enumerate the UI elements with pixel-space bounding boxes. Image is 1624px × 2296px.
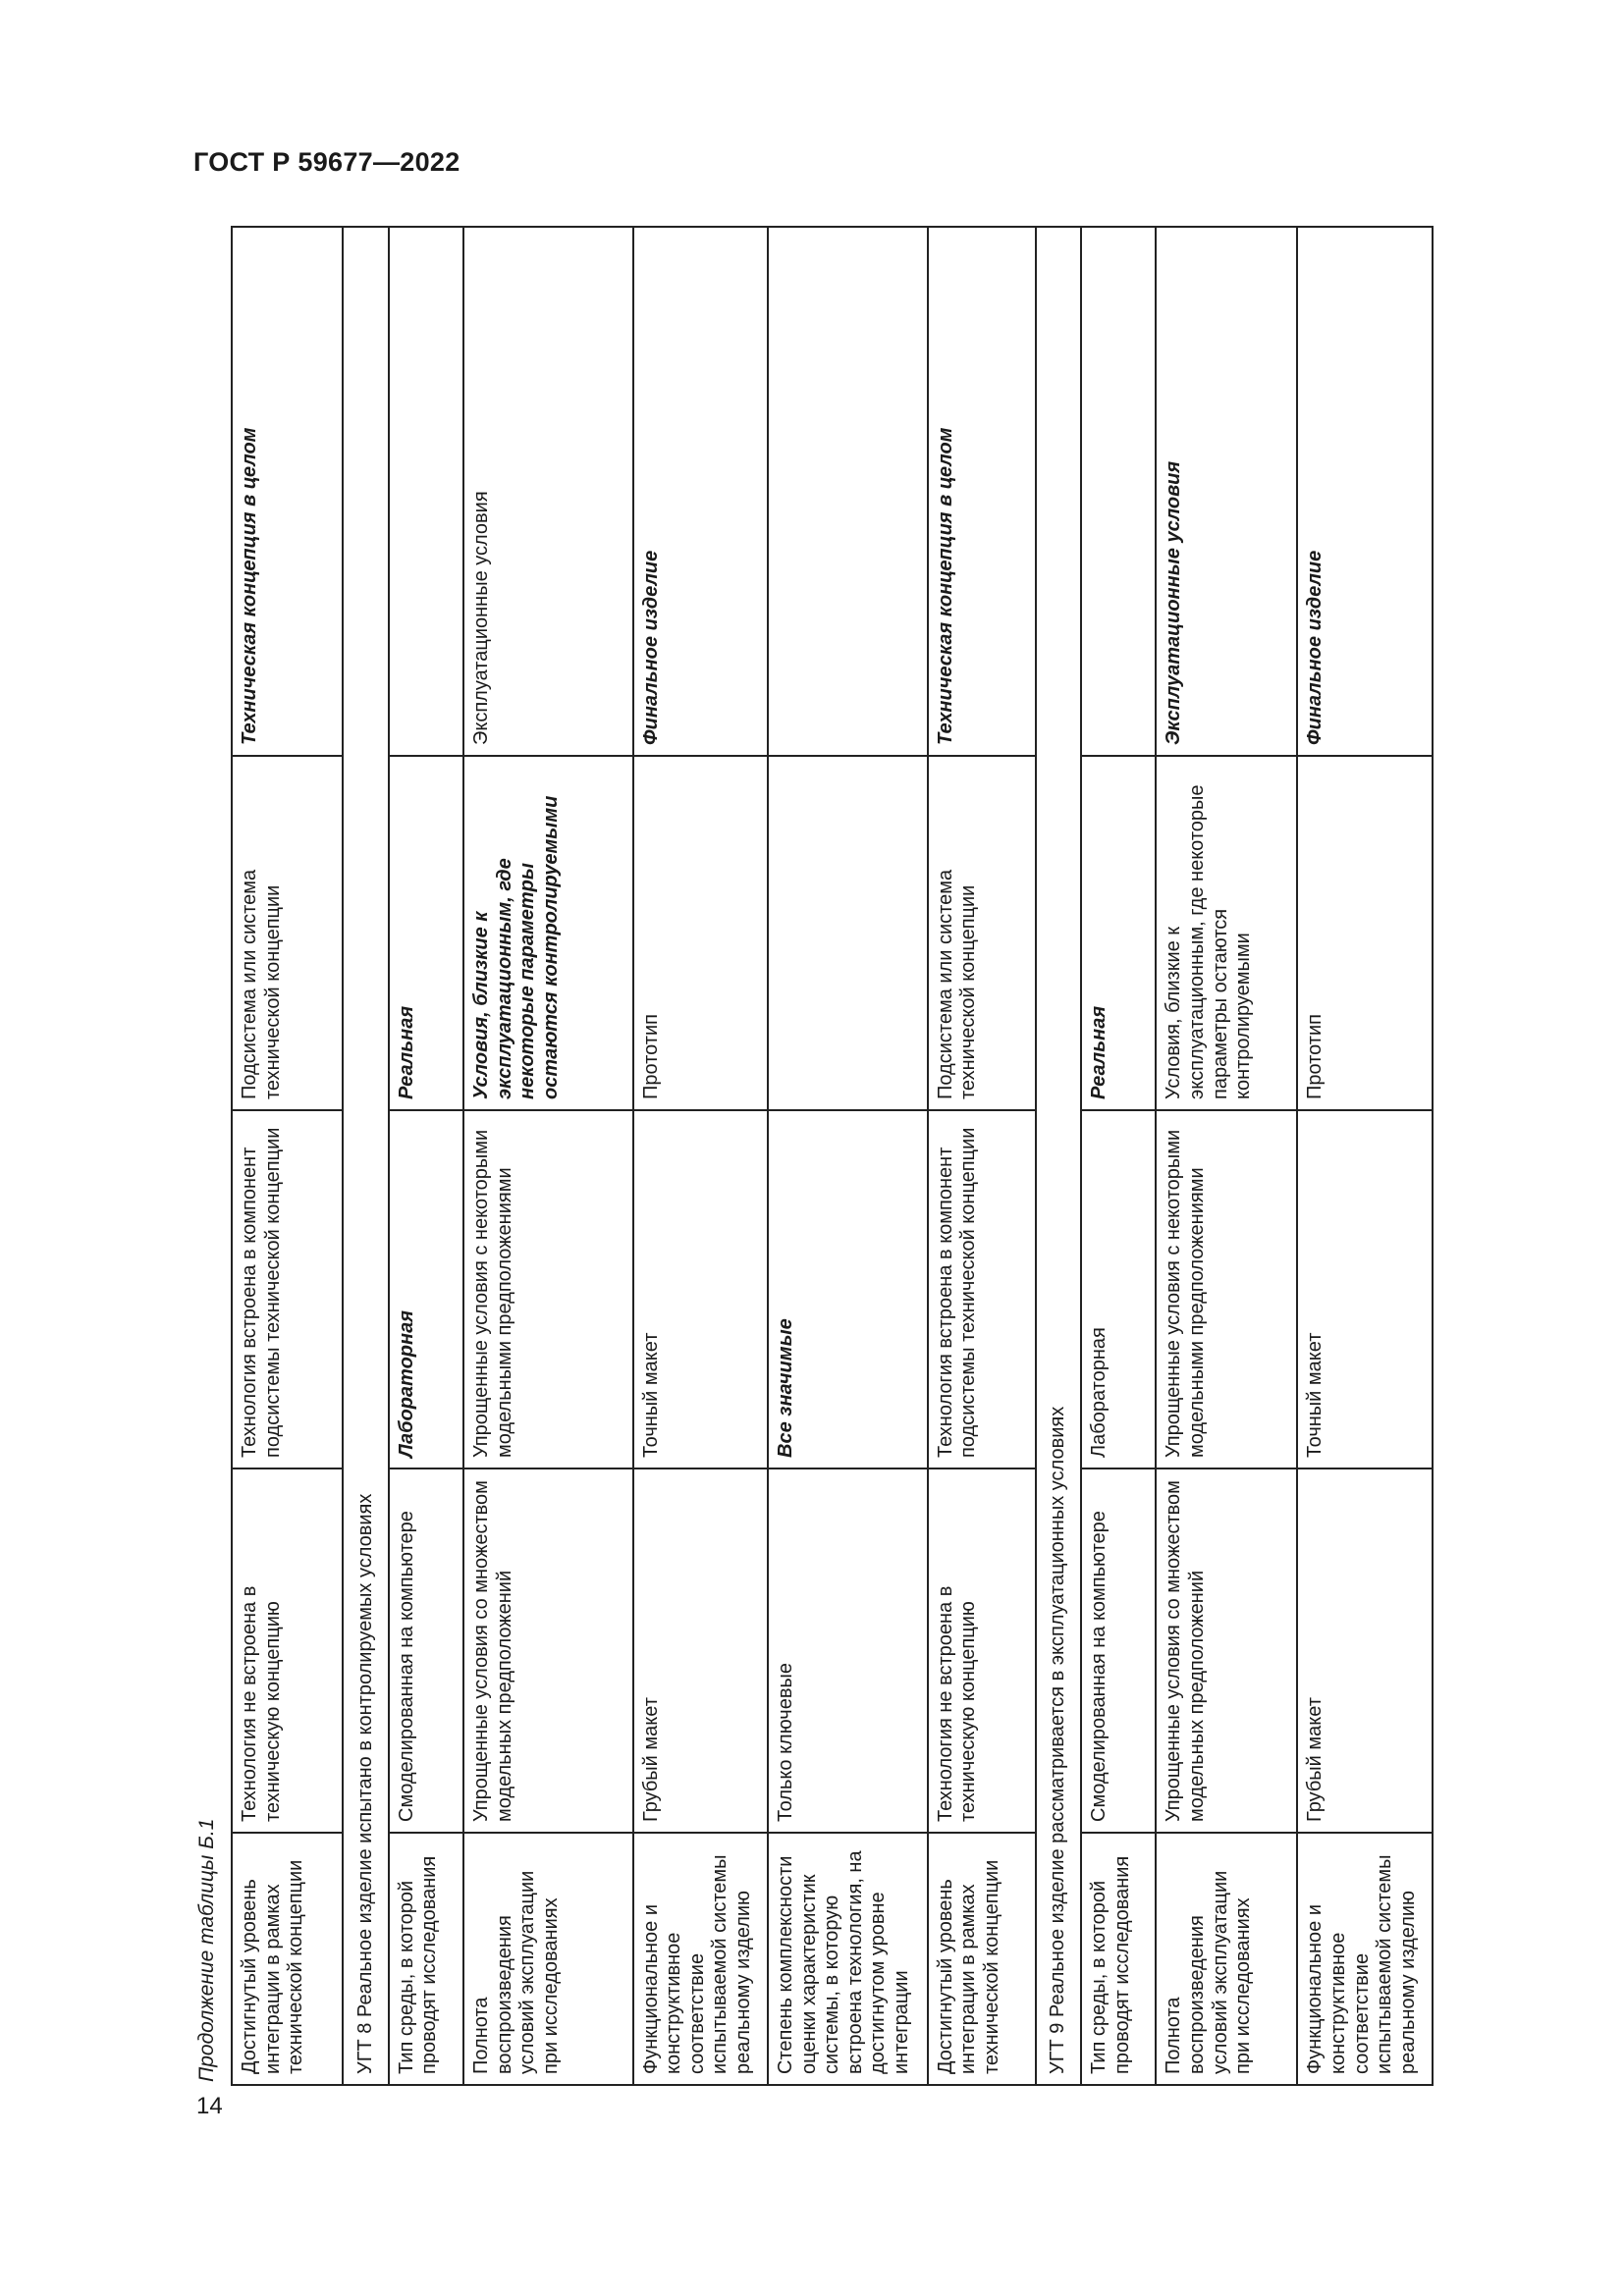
cell-level-1: Технология не встроена в техническую концепцию [928, 1468, 1036, 1833]
cell-criterion: Полнота воспроизведения условий эксплуатации при исследованиях [463, 1833, 633, 2085]
cell-level-4: Техническая концепция в целом [928, 227, 1036, 756]
cell-level-1: Грубый макет [1297, 1468, 1433, 1833]
cell-level-1: Технология не встроена в техническую концепцию [232, 1468, 343, 1833]
cell-level-2: Упрощенные условия с некоторыми модельными предположениями [463, 1110, 633, 1468]
cell-level-1: Смоделированная на компьютере [1081, 1468, 1156, 1833]
cell-level-1: Грубый макет [633, 1468, 769, 1833]
section-row-ugt8 [343, 227, 389, 2085]
cell-level-3: Реальная [1081, 756, 1156, 1110]
table-row [463, 227, 633, 2085]
cell-level-3 [768, 756, 928, 1110]
cell-level-3: Подсистема или система технической концепции [232, 756, 343, 1110]
cell-level-3: Прототип [1297, 756, 1433, 1110]
cell-level-1: Упрощенные условия со множеством модельных предположений [463, 1468, 633, 1833]
table-row [633, 227, 769, 2085]
rotated-table-region [187, 228, 1434, 2086]
cell-level-2: Лабораторная [389, 1110, 463, 1468]
cell-level-2: Лабораторная [1081, 1110, 1156, 1468]
cell-level-4 [768, 227, 928, 756]
cell-level-4: Финальное изделие [633, 227, 769, 756]
cell-level-3: Условия, близкие к эксплуатационным, где некоторые параметры остаются контролируемыми [463, 756, 633, 1110]
cell-level-3: Подсистема или система технической концепции [928, 756, 1036, 1110]
cell-level-2: Упрощенные условия с некоторыми модельными предположениями [1156, 1110, 1297, 1468]
cell-criterion: Тип среды, в которой проводят исследования [389, 1833, 463, 2085]
cell-level-4 [389, 227, 463, 756]
cell-level-2: Точный макет [1297, 1110, 1433, 1468]
table-row [928, 227, 1036, 2085]
section-row-ugt9 [1036, 227, 1082, 2085]
table-row [1081, 227, 1156, 2085]
cell-criterion: Полнота воспроизведения условий эксплуатации при исследованиях [1156, 1833, 1297, 2085]
cell-level-4: Эксплуатационные условия [463, 227, 633, 756]
cell-criterion: Достигнутый уровень интеграции в рамках технической концепции [928, 1833, 1036, 2085]
readiness-table [231, 226, 1434, 2086]
cell-level-3: Прототип [633, 756, 769, 1110]
section-title-ugt9: УГТ 9 Реальное изделие рассматривается в эксплуатационных условиях [1036, 227, 1082, 2085]
page-number: 14 [196, 2093, 223, 2119]
cell-level-4: Эксплуатационные условия [1156, 227, 1297, 756]
cell-criterion: Достигнутый уровень интеграции в рамках технической концепции [232, 1833, 343, 2085]
cell-level-4: Финальное изделие [1297, 227, 1433, 756]
cell-criterion: Функциональное и конструктивное соответствие испытываемой системы реальному изделию [1297, 1833, 1433, 2085]
cell-level-3: Реальная [389, 756, 463, 1110]
cell-level-2: Технология встроена в компонент подсистемы технической концепции [928, 1110, 1036, 1468]
table-body [232, 227, 1433, 2085]
table-row [768, 227, 928, 2085]
cell-level-1: Только ключевые [768, 1468, 928, 1833]
cell-criterion: Степень комплексности оценки характеристик системы, в которую встроена технология, на достигнутом уровне интеграции [768, 1833, 928, 2085]
table-continuation-label: Продолжение таблицы Б.1 [195, 1818, 218, 2082]
cell-criterion: Тип среды, в которой проводят исследования [1081, 1833, 1156, 2085]
cell-level-4: Техническая концепция в целом [232, 227, 343, 756]
table-row [1297, 227, 1433, 2085]
table-row [389, 227, 463, 2085]
cell-level-2: Технология встроена в компонент подсистемы технической концепции [232, 1110, 343, 1468]
table-row [1156, 227, 1297, 2085]
section-title-ugt8: УГТ 8 Реальное изделие испытано в контролируемых условиях [343, 227, 389, 2085]
table-row [232, 227, 343, 2085]
cell-criterion: Функциональное и конструктивное соответствие испытываемой системы реальному изделию [633, 1833, 769, 2085]
cell-level-3: Условия, близкие к эксплуатационным, где некоторые параметры остаются контролируемыми [1156, 756, 1297, 1110]
cell-level-2: Точный макет [633, 1110, 769, 1468]
cell-level-1: Упрощенные условия со множеством модельных предположений [1156, 1468, 1297, 1833]
cell-level-2: Все значимые [768, 1110, 928, 1468]
document-header: ГОСТ Р 59677—2022 [193, 147, 460, 177]
cell-level-1: Смоделированная на компьютере [389, 1468, 463, 1833]
cell-level-4 [1081, 227, 1156, 756]
